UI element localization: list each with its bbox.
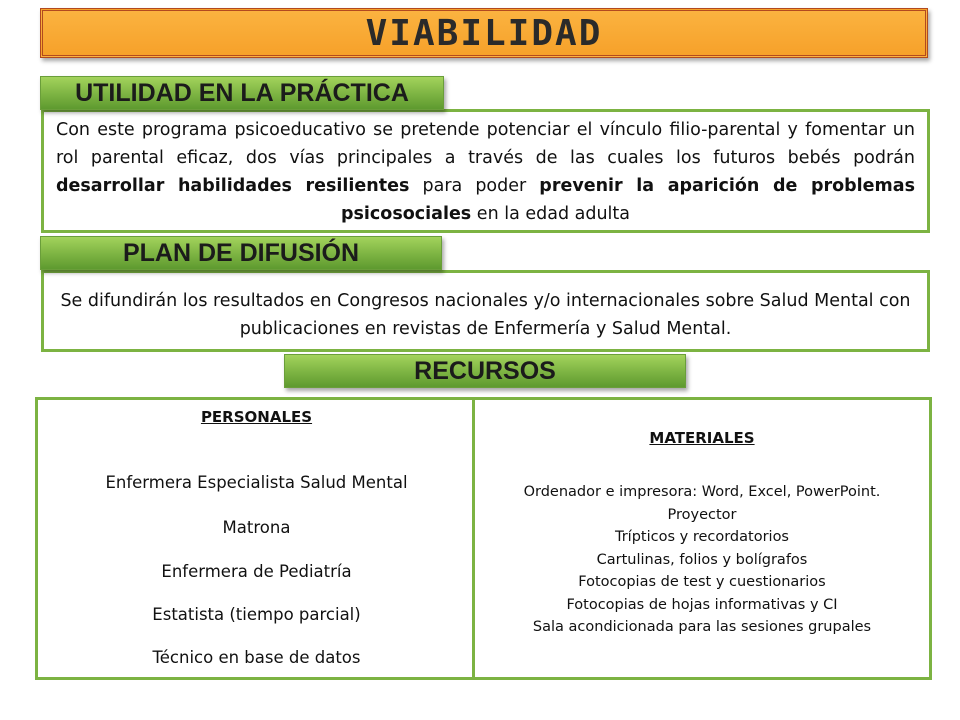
utilidad-text-part-2: para poder bbox=[409, 176, 540, 196]
difusion-text: Se difundirán los resultados en Congresos nacionales y/o internacionales sobre Salud Mental con publicaciones en revistas de Enfermería y Salud Mental. bbox=[60, 291, 911, 339]
recursos-heading-tab bbox=[284, 354, 686, 388]
materiales-item: Proyector bbox=[667, 506, 737, 523]
materiales-item: Ordenador e impresora: Word, Excel, PowerPoint. bbox=[523, 484, 881, 500]
materiales-item: Fotocopias de hojas informativas y CI bbox=[566, 596, 838, 613]
materiales-item: Fotocopias de test y cuestionarios bbox=[578, 574, 826, 590]
personales-heading: PERSONALES bbox=[200, 408, 313, 426]
utilidad-text-part-1: Con este programa psicoeducativo se pretende potenciar el vínculo filio-parental y fomentar un rol parental eficaz, dos vías principales a través de las cuales los futuros bebés podrán bbox=[56, 120, 915, 168]
materiales-item: Sala acondicionada para las sesiones grupales bbox=[532, 619, 872, 635]
personales-item: Enfermera Especialista Salud Mental bbox=[105, 473, 408, 492]
personales-item: Enfermera de Pediatría bbox=[161, 562, 352, 581]
materiales-box bbox=[472, 397, 932, 680]
utilidad-text-part-3: en la edad adulta bbox=[471, 204, 631, 224]
utilidad-heading: UTILIDAD EN LA PRÁCTICA bbox=[75, 78, 409, 107]
utilidad-box bbox=[41, 109, 930, 233]
personales-box bbox=[35, 397, 478, 680]
recursos-heading: RECURSOS bbox=[414, 356, 556, 385]
materiales-heading: MATERIALES bbox=[649, 429, 755, 447]
difusion-box bbox=[41, 270, 930, 352]
materiales-list bbox=[475, 481, 929, 639]
materiales-item: Trípticos y recordatorios bbox=[614, 529, 789, 545]
personales-item: Estatista (tiempo parcial) bbox=[152, 605, 361, 624]
page-title: VIABILIDAD bbox=[365, 12, 603, 54]
materiales-item: Cartulinas, folios y bolígrafos bbox=[596, 551, 808, 568]
utilidad-text-bold-2: prevenir la aparición de problemas psicosociales bbox=[340, 176, 916, 224]
utilidad-text bbox=[56, 116, 915, 228]
difusion-heading-tab bbox=[40, 236, 442, 270]
utilidad-heading-tab bbox=[40, 76, 444, 110]
utilidad-text-bold-1: desarrollar habilidades resilientes bbox=[56, 176, 410, 196]
personales-item: Técnico en base de datos bbox=[152, 648, 361, 667]
difusion-heading: PLAN DE DIFUSIÓN bbox=[122, 238, 360, 267]
title-banner bbox=[40, 8, 928, 58]
personales-item: Matrona bbox=[222, 518, 291, 537]
